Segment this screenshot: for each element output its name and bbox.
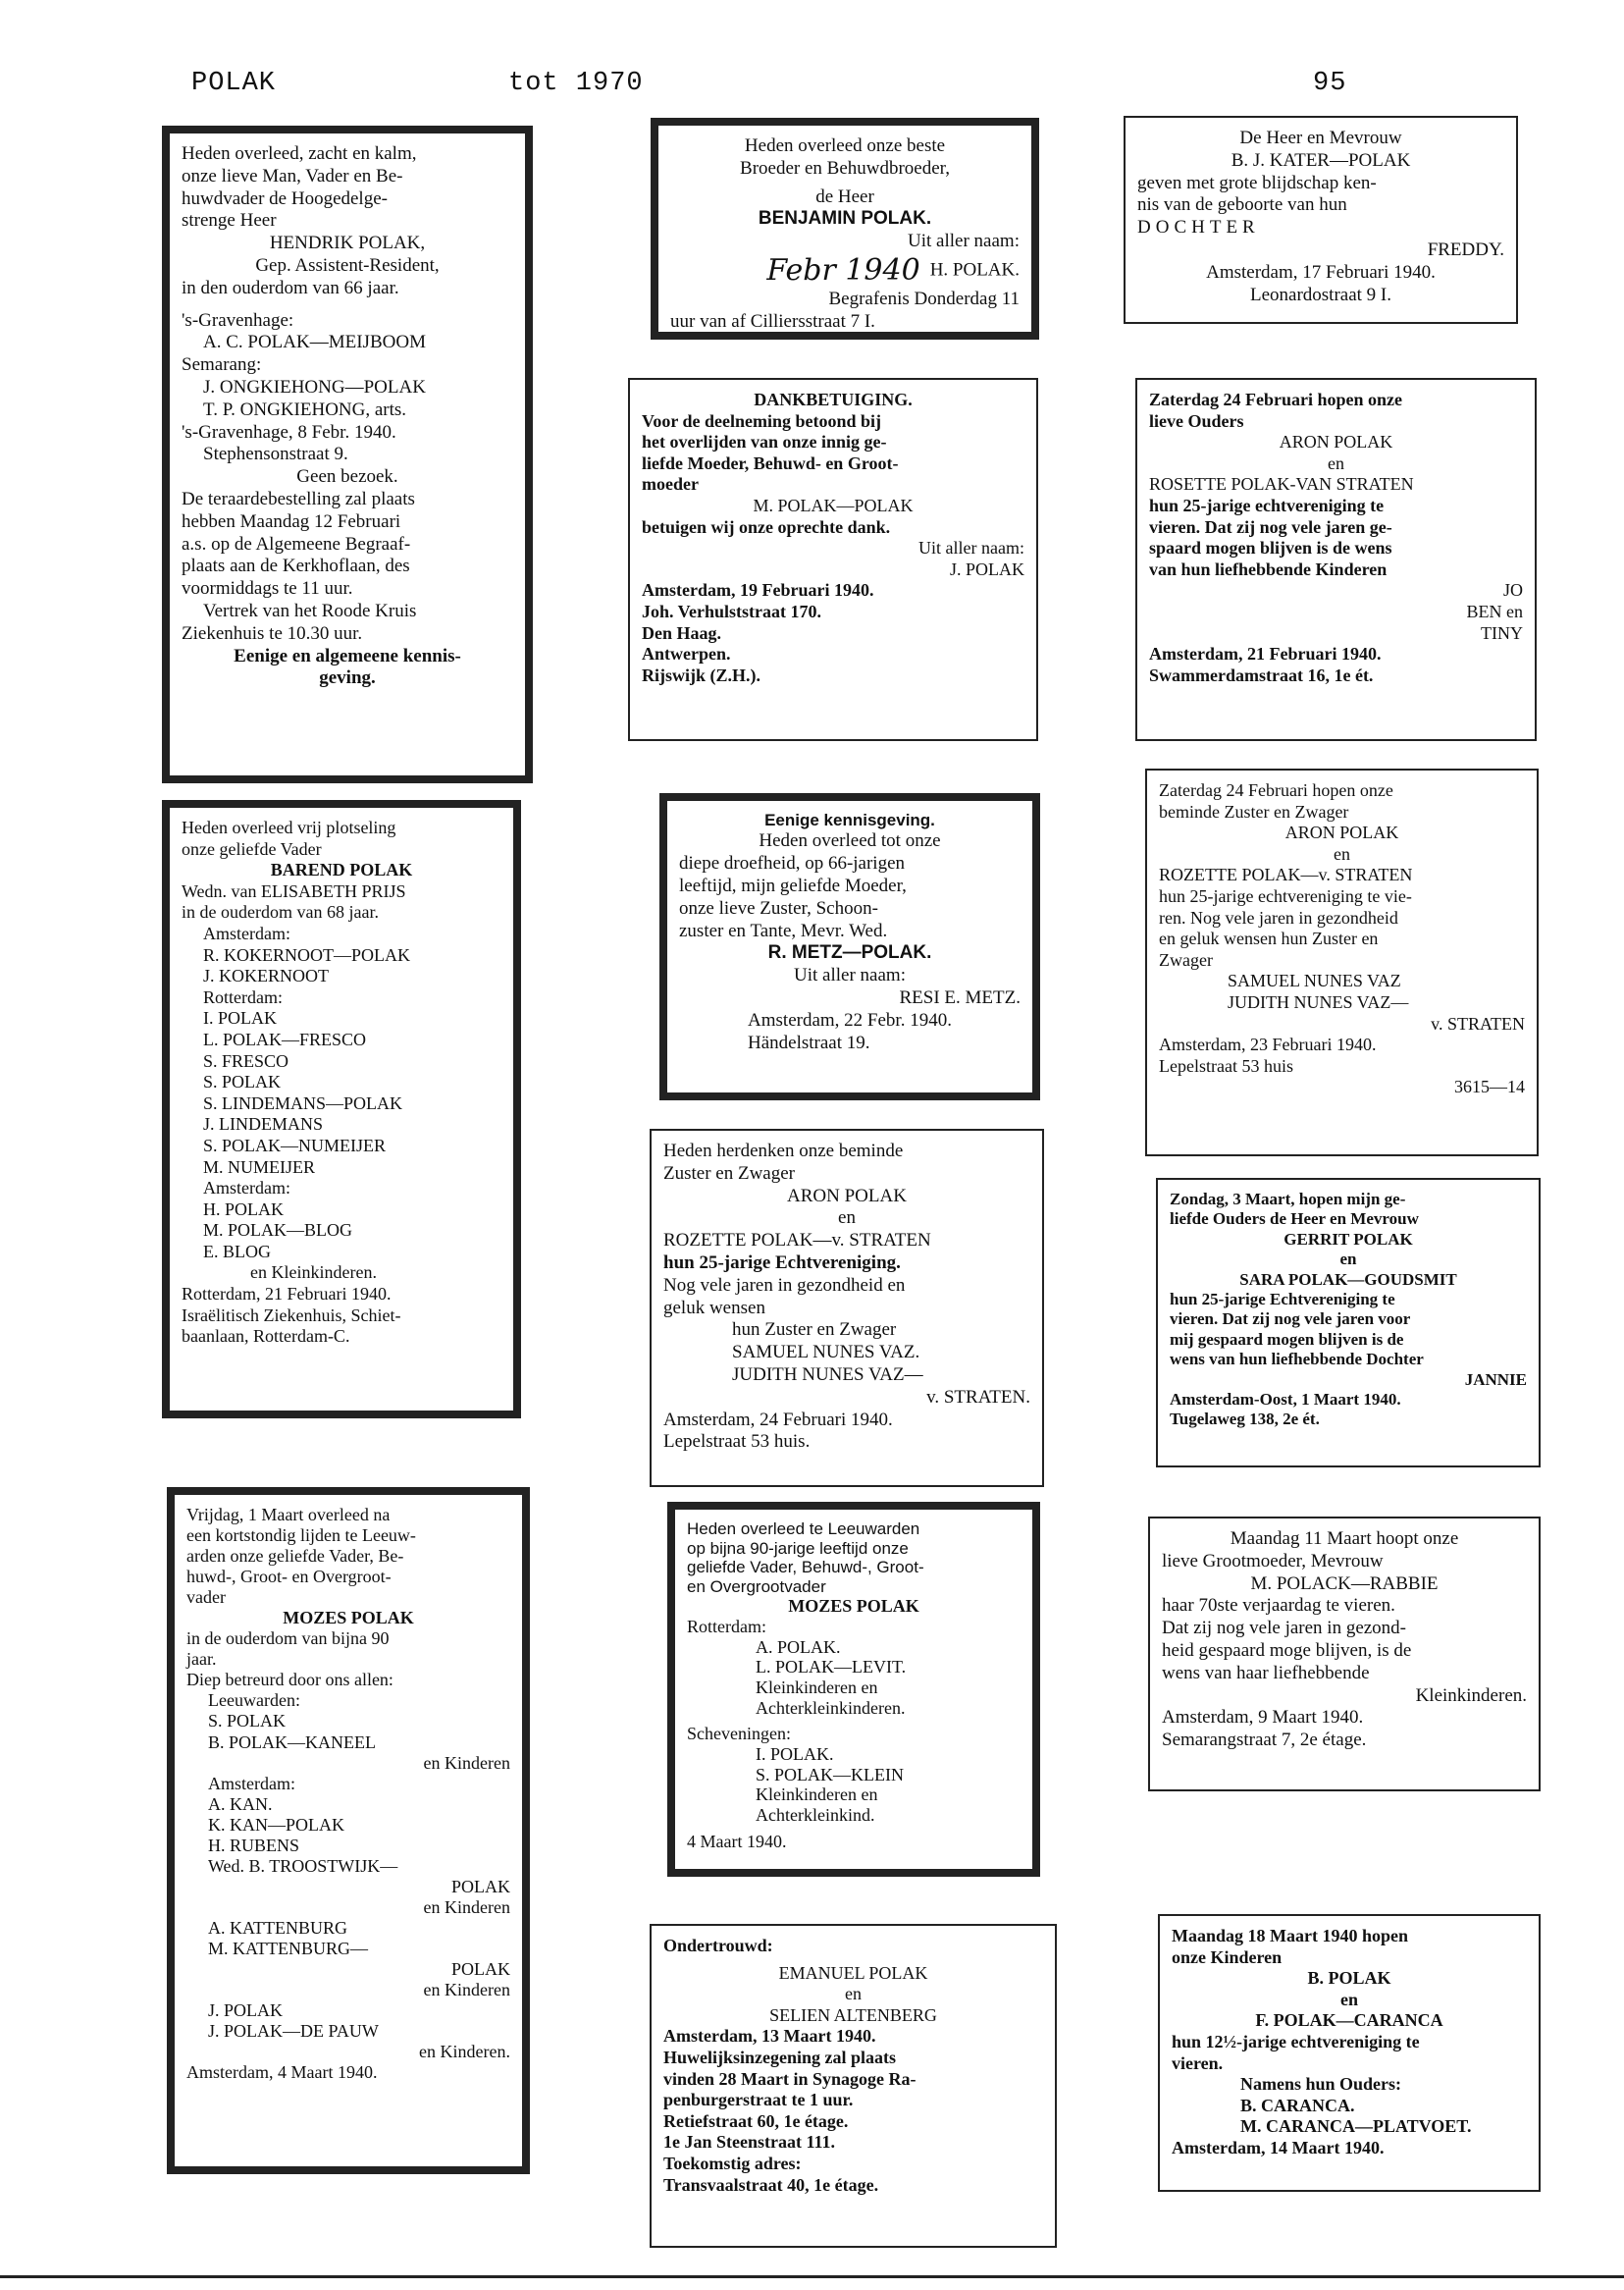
notice-line: POLAK	[450, 1876, 510, 1896]
notice-line: MOZES POLAK	[788, 1596, 919, 1617]
notice-line: Lepelstraat 53 huis.	[663, 1431, 811, 1453]
notice-line: Antwerpen.	[642, 644, 731, 665]
notice-line: J. POLAK—DE PAUW	[208, 2021, 379, 2042]
notice-line: Broeder en Behuwdbroeder,	[740, 157, 950, 179]
notice-line: Amsterdam, 14 Maart 1940.	[1172, 2137, 1385, 2157]
notice-line: lieve Grootmoeder, Mevrouw	[1162, 1550, 1384, 1571]
notice-line: hun 25-jarige echtvereniging te	[1149, 495, 1385, 515]
notice-aron-polak-1	[1135, 378, 1537, 741]
notice-line: arden onze geliefde Vader, Be-	[186, 1546, 404, 1567]
notice-line: B. CARANCA.	[1240, 2095, 1355, 2115]
notice-line: Uit aller naam:	[908, 231, 1020, 252]
notice-line: Amsterdam:	[203, 1178, 290, 1198]
notice-line: S. POLAK	[203, 1072, 282, 1092]
notice-line: Amsterdam, 21 Februari 1940.	[1149, 644, 1382, 665]
notice-line: Heden overleed vrij plotseling	[182, 818, 396, 837]
notice-line: M. CARANCA—PLATVOET.	[1240, 2116, 1472, 2137]
notice-line: Zondag, 3 Maart, hopen mijn ge-	[1170, 1190, 1406, 1208]
notice-line: en Kleinkinderen.	[250, 1262, 377, 1283]
notice-line: SELIEN ALTENBERG	[769, 2004, 937, 2025]
notice-line: Uit aller naam:	[918, 538, 1024, 559]
notice-line: in de ouderdom van 68 jaar.	[182, 902, 379, 923]
notice-line: Amsterdam, 23 Februari 1940.	[1159, 1035, 1377, 1055]
notice-line: Leonardostraat 9 I.	[1249, 284, 1392, 305]
notice-line: zuster en Tante, Mevr. Wed.	[679, 920, 888, 941]
notice-line: Vertrek van het Roode Kruis	[203, 600, 417, 621]
notice-line: Kleinkinderen en	[756, 1784, 878, 1805]
notice-line: 1e Jan Steenstraat 111.	[663, 2132, 835, 2153]
notice-metz-polak	[659, 793, 1040, 1100]
notice-line: leeftijd, mijn geliefde Moeder,	[679, 875, 907, 896]
notice-line: en Kinderen	[423, 1896, 510, 1917]
notice-line: hun 25-jarige Echtvereniging te	[1170, 1289, 1395, 1308]
notice-line: Voor de deelneming betoond bij	[642, 410, 882, 431]
notice-line: DANKBETUIGING.	[754, 390, 913, 409]
notice-line: onze lieve Man, Vader en Be-	[182, 165, 403, 186]
notice-line: H. POLAK	[203, 1198, 285, 1219]
notice-line: A. C. POLAK—MEIJBOOM	[203, 332, 426, 353]
notice-line: Rijswijk (Z.H.).	[642, 665, 760, 685]
notice-line: Joh. Verhulststraat 170.	[642, 601, 822, 621]
notice-line: Heden overleed tot onze	[759, 830, 941, 852]
notice-line: J. LINDEMANS	[203, 1114, 324, 1135]
notice-line: J. POLAK	[949, 559, 1024, 579]
notice-line: Heden overleed te Leeuwarden	[687, 1519, 920, 1538]
notice-line: Ziekenhuis te 10.30 uur.	[182, 622, 363, 644]
notice-line: Rotterdam:	[687, 1616, 766, 1636]
notice-line: ren. Nog vele jaren in gezondheid	[1159, 907, 1398, 928]
notice-line: Wed. B. TROOSTWIJK—	[208, 1855, 398, 1876]
notice-line: Kleinkinderen.	[1415, 1684, 1527, 1706]
notice-line: Wedn. van ELISABETH PRIJS	[182, 880, 406, 901]
notice-line: Amsterdam, 13 Maart 1940.	[663, 2026, 876, 2047]
notice-line: a.s. op de Algemeene Begraaf-	[182, 533, 411, 555]
notice-line: E. BLOG	[203, 1241, 271, 1261]
notice-line: geliefde Vader, Behuwd-, Groot-	[687, 1558, 924, 1577]
notice-line: Namens hun Ouders:	[1240, 2074, 1402, 2095]
notice-line: onze lieve Zuster, Schoon-	[679, 897, 878, 919]
notice-line: jaar.	[186, 1649, 217, 1670]
notice-line: JUDITH NUNES VAZ—	[1228, 991, 1409, 1012]
notice-line: RESI E. METZ.	[899, 986, 1021, 1008]
notice-line: Händelstraat 19.	[748, 1032, 870, 1053]
notice-line: nis van de geboorte van hun	[1137, 194, 1347, 216]
notice-line: beminde Zuster en Zwager	[1159, 801, 1349, 822]
notice-line: Semarangstraat 7, 2e étage.	[1162, 1730, 1367, 1751]
notice-line: op bijna 90-jarige leeftijd onze	[687, 1538, 909, 1558]
notice-line: J. KOKERNOOT	[203, 966, 329, 986]
notice-line: Huwelijksinzegening zal plaats	[663, 2047, 897, 2067]
notice-line: F. POLAK—CARANCA	[1255, 2010, 1443, 2031]
notice-line: B. POLAK	[1307, 1968, 1391, 1989]
handwritten-date: Febr 1940	[766, 252, 920, 288]
notice-line: mij gespaard mogen blijven is de	[1170, 1329, 1404, 1349]
notice-line: Achterkleinkind.	[756, 1805, 875, 1826]
notice-line: Nog vele jaren in gezondheid en	[663, 1274, 906, 1296]
notice-line: R. KOKERNOOT—POLAK	[203, 944, 410, 965]
notice-line: Heden overleed onze beste	[744, 135, 946, 156]
notice-line: MOZES POLAK	[283, 1608, 414, 1628]
notice-line: Amsterdam:	[208, 1773, 295, 1793]
notice-line: vieren. Dat zij nog vele jaren ge-	[1149, 516, 1392, 537]
notice-line: Leeuwarden:	[208, 1690, 300, 1711]
notice-line: Amsterdam, 24 Februari 1940.	[663, 1409, 893, 1430]
notice-line: vieren. Dat zij nog vele jaren voor	[1170, 1309, 1411, 1329]
notice-line: K. KAN—POLAK	[208, 1814, 344, 1835]
notice-line: Uit aller naam:	[794, 965, 906, 986]
notice-aron-polak-3	[650, 1129, 1044, 1487]
notice-line: M. KATTENBURG—	[208, 1938, 369, 1958]
notice-line: Israëlitisch Ziekenhuis, Schiet-	[182, 1305, 401, 1325]
notice-line: voormiddags te 11 uur.	[182, 578, 353, 600]
notice-line: Ondertrouwd:	[663, 1936, 773, 1955]
notice-ondertrouwd	[650, 1924, 1057, 2248]
notice-line: JUDITH NUNES VAZ—	[732, 1363, 923, 1385]
notice-line: Gep. Assistent-Resident,	[255, 254, 440, 276]
notice-line: ROSETTE POLAK-VAN STRATEN	[1149, 474, 1414, 495]
notice-line: moeder	[642, 474, 699, 495]
notice-line: 's-Gravenhage:	[182, 309, 294, 331]
notice-line: hun 12½-jarige echtvereniging te	[1172, 2031, 1420, 2051]
notice-line: S. FRESCO	[203, 1050, 289, 1071]
notice-line: Swammerdamstraat 16, 1e ét.	[1149, 665, 1374, 685]
notice-line: 4 Maart 1940.	[687, 1831, 787, 1851]
notice-line: hebben Maandag 12 Februari	[182, 510, 401, 532]
notice-line: T. P. ONGKIEHONG, arts.	[203, 399, 407, 420]
notice-line: Achterkleinkinderen.	[756, 1697, 906, 1718]
notice-line: M. NUMEIJER	[203, 1156, 316, 1177]
notice-line: onze geliefde Vader	[182, 838, 322, 859]
notice-line: EMANUEL POLAK	[778, 1962, 928, 1983]
notice-line: heid gespaard moge blijven, is de	[1162, 1639, 1412, 1661]
notice-line: S. POLAK	[208, 1711, 287, 1731]
notice-line: en Overgrootvader	[687, 1576, 826, 1596]
notice-line: Semarang:	[182, 354, 262, 376]
notice-line: geven met grote blijdschap ken-	[1137, 172, 1377, 193]
notice-line: DOCHTER	[1137, 217, 1260, 239]
notice-line: De Heer en Mevrouw	[1239, 128, 1402, 148]
notice-line: Amsterdam:	[203, 923, 290, 943]
notice-line: geving.	[319, 667, 376, 689]
notice-line: een kortstondig lijden te Leeuw-	[186, 1525, 416, 1546]
notice-line: S. POLAK—KLEIN	[756, 1764, 904, 1784]
notice-line: M. POLAK—BLOG	[203, 1220, 353, 1241]
notice-line: strenge Heer	[182, 210, 277, 232]
notice-line: B. J. KATER—POLAK	[1231, 149, 1411, 171]
notice-line: en	[845, 1984, 862, 2004]
notice-line: ARON POLAK	[787, 1185, 907, 1206]
header-page-number: 95	[1313, 69, 1347, 98]
notice-aron-polak-2	[1145, 769, 1539, 1156]
notice-line: van hun liefhebbende Kinderen	[1149, 559, 1388, 579]
notice-line: uur van af Cilliersstraat 7 I.	[670, 310, 875, 332]
notice-line: A. KAN.	[208, 1793, 273, 1814]
notice-line: SAMUEL NUNES VAZ	[1228, 971, 1401, 991]
notice-line: haar 70ste verjaardag te vieren.	[1162, 1595, 1395, 1617]
notice-line: betuigen wij onze oprechte dank.	[642, 516, 891, 537]
notice-line: wens van haar liefhebbende	[1162, 1662, 1370, 1683]
notice-line: HENDRIK POLAK,	[269, 233, 426, 254]
header-period: tot 1970	[508, 69, 644, 98]
notice-line: BEN en	[1466, 601, 1523, 621]
notice-line: v. STRATEN	[1431, 1013, 1525, 1034]
notice-line: J. POLAK	[208, 2000, 284, 2021]
notice-line: L. POLAK—LEVIT.	[756, 1657, 907, 1678]
notice-line: en	[1339, 1250, 1357, 1269]
notice-line: JO	[1502, 580, 1523, 601]
notice-line: hun Zuster en Zwager	[732, 1319, 897, 1341]
notice-line: M. POLAK—POLAK	[753, 495, 914, 515]
notice-line: Zaterdag 24 Februari hopen onze	[1149, 390, 1402, 409]
notice-line: onze Kinderen	[1172, 1946, 1283, 1967]
notice-line: hun 25-jarige Echtvereniging.	[663, 1252, 901, 1273]
notice-dankbetuiging	[628, 378, 1038, 741]
notice-line: Amsterdam, 9 Maart 1940.	[1162, 1707, 1364, 1729]
notice-line: penburgerstraat te 1 uur.	[663, 2090, 854, 2110]
notice-line: Heden herdenken onze beminde	[663, 1141, 904, 1161]
notice-line: Begrafenis Donderdag 11	[828, 288, 1020, 309]
notice-line: Lepelstraat 53 huis	[1159, 1055, 1293, 1076]
notice-line: ROZETTE POLAK—v. STRATEN	[663, 1230, 931, 1252]
notice-line: GERRIT POLAK	[1283, 1229, 1413, 1249]
notice-line: spaard mogen blijven is de wens	[1149, 538, 1392, 559]
notice-line: J. ONGKIEHONG—POLAK	[203, 376, 426, 398]
notice-line: liefde Moeder, Behuwd- en Groot-	[642, 453, 899, 473]
notice-line: de Heer	[815, 186, 874, 207]
notice-barend-polak	[162, 800, 521, 1418]
notice-line: Amsterdam, 22 Febr. 1940.	[748, 1009, 952, 1031]
notice-line: R. METZ—POLAK.	[767, 942, 932, 964]
notice-line: liefde Ouders de Heer en Mevrouw	[1170, 1209, 1419, 1229]
notice-benjamin-polak	[651, 118, 1039, 340]
notice-line: en Kinderen	[423, 1752, 510, 1773]
notice-line: S. POLAK—NUMEIJER	[203, 1135, 387, 1155]
notice-line: en	[1340, 1989, 1358, 2009]
notice-line: Diep betreurd door ons allen:	[186, 1670, 393, 1690]
notice-line: Eenige en algemeene kennis-	[234, 645, 461, 666]
notice-line: Tugelaweg 138, 2e ét.	[1170, 1410, 1320, 1429]
notice-line: 3615—14	[1454, 1077, 1525, 1097]
notice-line: Rotterdam, 21 Februari 1940.	[182, 1284, 392, 1305]
notice-line: baanlaan, Rotterdam-C.	[182, 1326, 350, 1347]
notice-line-with-handwriting	[670, 253, 1020, 289]
notice-line: I. POLAK	[203, 1008, 277, 1029]
notice-line: De teraardebestelling zal plaats	[182, 488, 415, 509]
notice-line: 's-Gravenhage, 8 Febr. 1940.	[182, 421, 396, 443]
notice-line: TINY	[1481, 622, 1523, 643]
notice-mozes-polak-2	[667, 1502, 1040, 1877]
header-surname: POLAK	[191, 69, 277, 98]
notice-line: en	[838, 1207, 856, 1229]
notice-line: M. POLACK—RABBIE	[1250, 1572, 1439, 1594]
notice-line: Kleinkinderen en	[756, 1677, 878, 1697]
notice-line: Geen bezoek.	[296, 466, 398, 488]
notice-polack-rabbie	[1148, 1517, 1541, 1791]
notice-line: vinden 28 Maart in Synagoge Ra-	[663, 2068, 917, 2089]
notice-mozes-polak-1	[167, 1487, 530, 2174]
notice-line: huwdvader de Hoogedelge-	[182, 187, 388, 209]
page-header	[0, 69, 1624, 108]
notice-line: FREDDY.	[1427, 239, 1504, 260]
notice-line: H. POLAK.	[929, 259, 1020, 281]
notice-line: Amsterdam, 4 Maart 1940.	[186, 2062, 378, 2083]
notice-line: I. POLAK.	[756, 1744, 834, 1764]
notice-line: ARON POLAK	[1284, 823, 1399, 843]
notice-line: Den Haag.	[642, 622, 721, 643]
notice-line: B. POLAK—KANEEL	[208, 1731, 376, 1752]
notice-line: en	[1328, 453, 1344, 473]
notice-line: A. KATTENBURG	[208, 1917, 347, 1938]
notice-line: ROZETTE POLAK—v. STRATEN	[1159, 865, 1413, 885]
notice-line: en Kinderen.	[419, 2042, 510, 2062]
notice-kater-polak	[1124, 116, 1518, 324]
notice-line: Amsterdam, 19 Februari 1940.	[642, 580, 874, 601]
notice-line: in de ouderdom van bijna 90	[186, 1628, 390, 1649]
notice-line: Maandag 18 Maart 1940 hopen	[1172, 1926, 1409, 1945]
notice-polak-caranca	[1158, 1914, 1541, 2192]
notice-line: lieve Ouders	[1149, 410, 1244, 431]
notice-line: en geluk wensen hun Zuster en	[1159, 929, 1379, 949]
notice-line: het overlijden van onze innig ge-	[642, 432, 887, 453]
notice-line: wens van hun liefhebbende Dochter	[1170, 1350, 1424, 1369]
notice-gerrit-polak	[1156, 1178, 1541, 1467]
notice-line: vieren.	[1172, 2052, 1224, 2073]
notice-line: POLAK	[450, 1959, 510, 1980]
notice-line: en	[1334, 843, 1350, 864]
notice-line: Zuster en Zwager	[663, 1162, 795, 1184]
notice-line: Toekomstig adres:	[663, 2153, 802, 2173]
notice-line: Retiefstraat 60, 1e étage.	[663, 2110, 849, 2131]
notice-line: in den ouderdom van 66 jaar.	[182, 277, 399, 298]
notice-line: Scheveningen:	[687, 1724, 791, 1744]
notice-line: Dat zij nog vele jaren in gezond-	[1162, 1618, 1407, 1639]
notice-line: ARON POLAK	[1279, 432, 1393, 453]
notice-line: Amsterdam-Oost, 1 Maart 1940.	[1170, 1389, 1401, 1409]
notice-line: geluk wensen	[663, 1297, 765, 1318]
notice-line: SARA POLAK—GOUDSMIT	[1239, 1269, 1457, 1289]
notice-line: vader	[186, 1587, 226, 1608]
notice-line: Zaterdag 24 Februari hopen onze	[1159, 780, 1393, 800]
notice-line: A. POLAK.	[756, 1636, 841, 1657]
notice-line: huwd-, Groot- en Overgroot-	[186, 1567, 392, 1587]
notice-line: Heden overleed, zacht en kalm,	[182, 143, 417, 164]
notice-line: Rotterdam:	[203, 986, 283, 1007]
notice-line: JANNIE	[1464, 1369, 1527, 1389]
notice-line: L. POLAK—FRESCO	[203, 1029, 367, 1049]
notice-line: Zwager	[1159, 949, 1213, 970]
notice-line: hun 25-jarige echtvereniging te vie-	[1159, 885, 1412, 906]
notice-line: S. LINDEMANS—POLAK	[203, 1092, 403, 1113]
notice-hendrik-polak	[162, 126, 533, 783]
notice-line: en Kinderen	[423, 1980, 510, 2000]
notice-line: Eenige kennisgeving.	[764, 811, 935, 829]
notice-line: Stephensonstraat 9.	[203, 444, 348, 465]
notice-line: plaats aan de Kerkhoflaan, des	[182, 556, 410, 577]
notice-line: Vrijdag, 1 Maart overleed na	[186, 1505, 391, 1524]
notice-line: BAREND POLAK	[270, 860, 413, 880]
notice-line: v. STRATEN.	[926, 1386, 1030, 1408]
notice-line: SAMUEL NUNES VAZ.	[732, 1342, 920, 1363]
notice-line: Amsterdam, 17 Februari 1940.	[1206, 261, 1436, 283]
notice-line: Maandag 11 Maart hoopt onze	[1230, 1528, 1459, 1549]
notice-line: diepe droefheid, op 66-jarigen	[679, 853, 906, 875]
notice-line: H. RUBENS	[208, 1835, 300, 1855]
notice-line: BENJAMIN POLAK.	[758, 208, 932, 230]
notice-line: Transvaalstraat 40, 1e étage.	[663, 2174, 879, 2195]
page-bottom-rule	[0, 2275, 1624, 2278]
